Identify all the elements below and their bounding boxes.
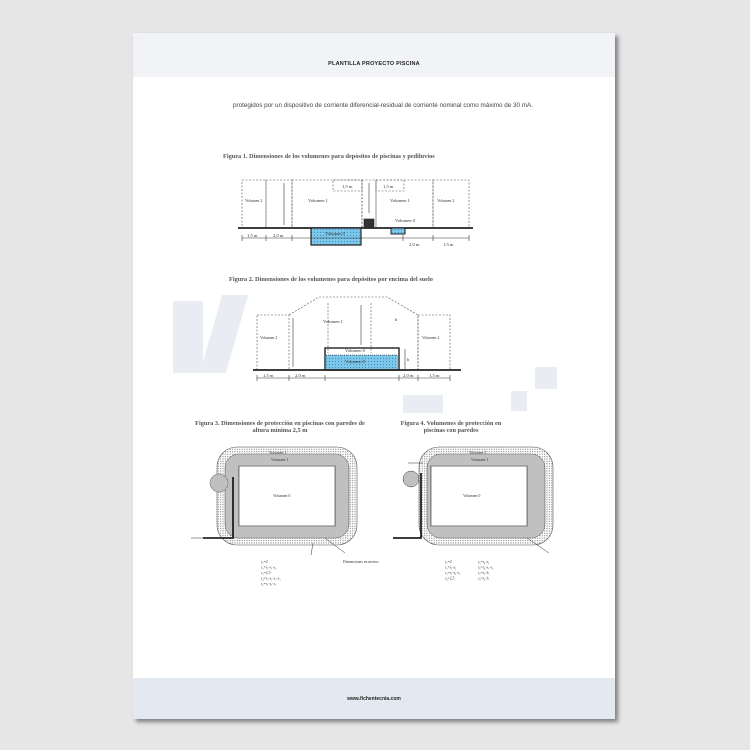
- dimensions-note: Dimensiones en metros: [343, 560, 379, 564]
- fig1-dim: 1,5 m: [342, 184, 353, 189]
- fig3-formula: r₂=r₁-s₁-s₂: [261, 565, 277, 570]
- figure1-title: Figura 1. Dimensiones de los volumenes para depósitos de piscinas y pediluvios: [223, 153, 435, 160]
- fig4-formula: r₂=r₁-s₁: [445, 565, 457, 570]
- fig4-vol1: Volumen 1: [471, 457, 489, 462]
- fig1-vol2-right: Volumen 2: [437, 198, 455, 203]
- fig1-vol0: Volumen 0: [325, 231, 345, 236]
- fig1-dim: 2,0 m: [409, 242, 420, 247]
- fig3-formula: r₄=r₃-s₁-s₂-s₃: [261, 576, 281, 581]
- fig2-vol2-right: Volumen 2: [422, 335, 440, 340]
- figure3-diagram: [191, 447, 357, 555]
- page-footer: [133, 678, 615, 719]
- fig3-vol0: Volumen 0: [273, 493, 291, 498]
- fig4-vol0: Volumen 0: [463, 493, 481, 498]
- fig2-vol0-inner: Volumen 0: [345, 359, 365, 364]
- fig2-dim: 2,0 m: [403, 373, 414, 378]
- fig2-dim: 1,5 m: [263, 373, 274, 378]
- fig3-formula: r₃=2,5: [261, 571, 271, 575]
- header-title: PLANTILLA PROYECTO PISCINA: [328, 61, 420, 67]
- footer-url: www.fichentecnia.com: [347, 696, 401, 702]
- figure4-formulas: [445, 560, 494, 582]
- fig4-formula: r₆=r₄-s₁-s₂: [478, 565, 494, 570]
- figure3-title: Figura 3. Dimensiones de protección en piscinas con paredes de altura mínima 2,5 m: [195, 420, 365, 434]
- body-paragraph: protegidos por un dispositivo de corriente diferencial-residual de corriente nominal como máximo de 30 mA.: [233, 102, 533, 109]
- document-page: [133, 33, 615, 719]
- fig2-h: h: [407, 357, 410, 362]
- fig3-vol2: Volumen 2: [269, 450, 287, 455]
- fig1-dim: 1,5 m: [383, 184, 394, 189]
- fig2-h-top: h: [395, 317, 398, 322]
- fig1-vol1-left: Volumen 1: [308, 198, 328, 203]
- fig1-vol1-right: Volumen 1: [390, 198, 410, 203]
- fig1-vol0-ped: Volumen 0: [395, 218, 415, 223]
- fig2-vol2-left: Volumen 2: [260, 335, 278, 340]
- fig4-formula: r₈=r₄-h: [478, 576, 489, 581]
- fig2-vol1: Volumen 1: [323, 319, 343, 324]
- fig1-dim: 2,0 m: [273, 233, 284, 238]
- fig3-vol1: Volumen 1: [271, 457, 289, 462]
- figure4-diagram: [393, 447, 553, 553]
- fig4-formula: r₅=r₄-s₁: [478, 560, 490, 564]
- figure3-formulas: [261, 560, 281, 586]
- fig2-dim: 2,0 m: [295, 373, 306, 378]
- fig4-formula: r₄=2,5: [445, 576, 455, 581]
- fig3-formula: r₅=r₃-s₁-s₂: [261, 582, 277, 586]
- fig2-vol0: Volumen 0: [345, 348, 365, 353]
- figure2-title: Figura 2. Dimensiones de los volumenes para depósitos por encima del suelo: [229, 276, 433, 283]
- fig4-formula: r₃=r₁-s₁-s₂: [445, 571, 461, 575]
- fig1-dim: 1,5 m: [443, 242, 454, 247]
- fig3-formula: r₁=2: [261, 560, 268, 564]
- fig1-vol2-left: Volumen 2: [245, 198, 263, 203]
- fig4-formula: r₇=r₁-h: [478, 571, 489, 575]
- figure4-title: Figura 4. Volumenes de protección en piscinas con paredes: [400, 420, 502, 434]
- fig1-dim: 1,5 m: [247, 233, 258, 238]
- fig4-vol2: Volumen 2: [469, 450, 487, 455]
- fig2-dim: 1,5 m: [429, 373, 440, 378]
- fig4-formula: r₁=2: [445, 560, 452, 564]
- figures-drawing: [133, 33, 615, 719]
